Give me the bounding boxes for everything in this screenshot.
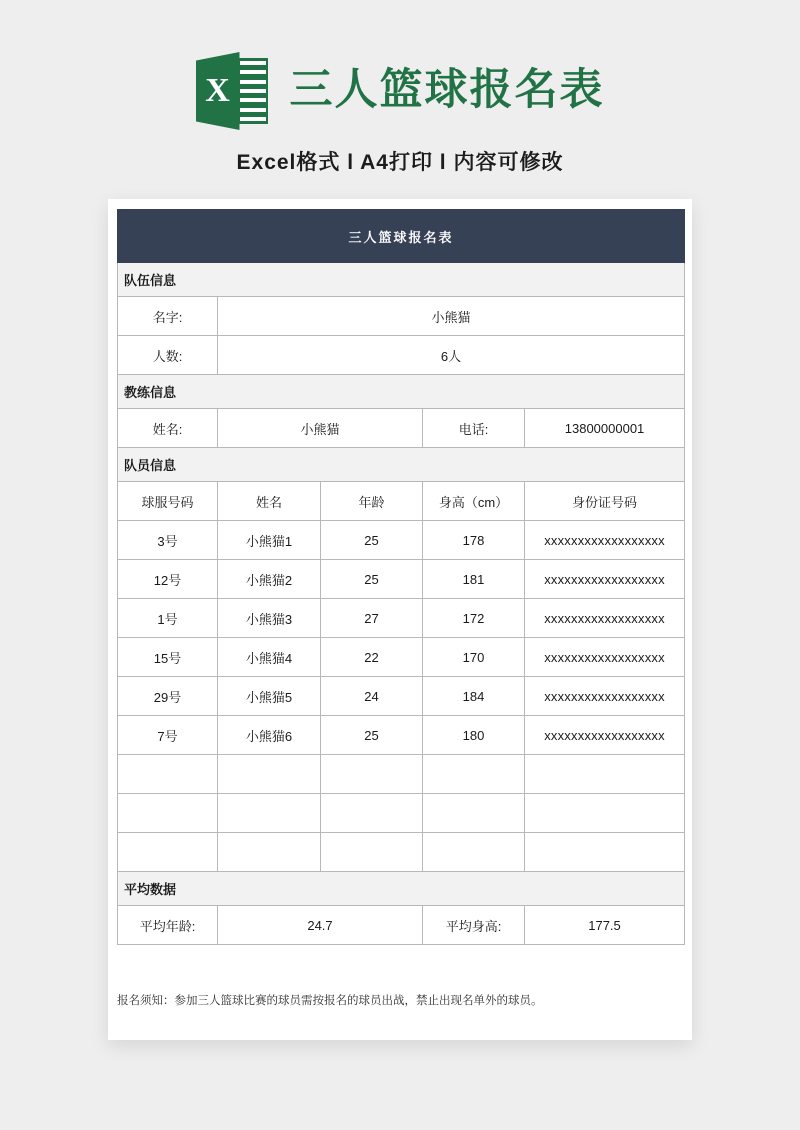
average-age-label: 平均年龄: (118, 906, 218, 945)
excel-logo-grid-bar (240, 89, 266, 93)
averages-row (118, 906, 685, 945)
excel-logo-letter: X (205, 72, 230, 109)
team-count-label: 人数: (118, 336, 218, 375)
table-row (118, 599, 685, 638)
cell-id[interactable] (525, 833, 685, 872)
cell-name[interactable]: 小熊猫6 (218, 716, 321, 755)
table-row (118, 833, 685, 872)
average-height-label: 平均身高: (423, 906, 525, 945)
promo-row (196, 52, 605, 130)
cell-name[interactable]: 小熊猫1 (218, 521, 321, 560)
footnote: 报名须知：参加三人篮球比赛的球员需按报名的球员出战，禁止出现名单外的球员。 (117, 995, 543, 1007)
cell-number[interactable]: 29号 (118, 677, 218, 716)
document-title-row (118, 210, 685, 263)
cell-id[interactable]: xxxxxxxxxxxxxxxxxx (525, 716, 685, 755)
excel-logo-grid-bar (240, 70, 266, 74)
cell-age[interactable] (321, 794, 423, 833)
excel-logo-grid-bar (240, 117, 266, 121)
excel-logo-grid-bar (240, 80, 266, 84)
cell-id[interactable] (525, 755, 685, 794)
cell-age[interactable]: 25 (321, 521, 423, 560)
cell-number[interactable]: 15号 (118, 638, 218, 677)
spreadsheet (117, 209, 684, 945)
cell-id[interactable]: xxxxxxxxxxxxxxxxxx (525, 638, 685, 677)
cell-id[interactable]: xxxxxxxxxxxxxxxxxx (525, 677, 685, 716)
cell-id[interactable]: xxxxxxxxxxxxxxxxxx (525, 521, 685, 560)
column-header-number: 球服号码 (118, 482, 218, 521)
cell-height[interactable] (423, 794, 525, 833)
excel-logo-grid-bar (240, 61, 266, 65)
cell-name[interactable]: 小熊猫2 (218, 560, 321, 599)
team-name-label: 名字: (118, 297, 218, 336)
cell-height[interactable]: 181 (423, 560, 525, 599)
cell-id[interactable]: xxxxxxxxxxxxxxxxxx (525, 599, 685, 638)
cell-height[interactable]: 170 (423, 638, 525, 677)
promo-banner (0, 52, 800, 176)
column-header-id: 身份证号码 (525, 482, 685, 521)
column-header-height: 身高（cm） (423, 482, 525, 521)
table-row (118, 560, 685, 599)
cell-age[interactable]: 25 (321, 560, 423, 599)
players-header-row (118, 482, 685, 521)
table-row (118, 755, 685, 794)
cell-height[interactable] (423, 833, 525, 872)
cell-age[interactable] (321, 833, 423, 872)
cell-age[interactable]: 27 (321, 599, 423, 638)
excel-logo-grid-bar (240, 98, 266, 102)
table-row (118, 638, 685, 677)
cell-age[interactable]: 22 (321, 638, 423, 677)
cell-age[interactable]: 25 (321, 716, 423, 755)
cell-number[interactable] (118, 833, 218, 872)
cell-number[interactable]: 1号 (118, 599, 218, 638)
registration-table (117, 209, 685, 945)
cell-id[interactable]: xxxxxxxxxxxxxxxxxx (525, 560, 685, 599)
cell-height[interactable]: 172 (423, 599, 525, 638)
table-row (118, 794, 685, 833)
team-count-row (118, 336, 685, 375)
cell-height[interactable]: 180 (423, 716, 525, 755)
cell-name[interactable] (218, 833, 321, 872)
table-row (118, 716, 685, 755)
cell-age[interactable] (321, 755, 423, 794)
section-label-coach: 教练信息 (118, 375, 685, 409)
average-age-value[interactable]: 24.7 (218, 906, 423, 945)
cell-name[interactable] (218, 755, 321, 794)
coach-row (118, 409, 685, 448)
coach-phone-label: 电话: (423, 409, 525, 448)
excel-logo-grid-bar (240, 108, 266, 112)
promo-title: 三人篮球报名表 (289, 66, 605, 115)
cell-number[interactable]: 7号 (118, 716, 218, 755)
cell-age[interactable]: 24 (321, 677, 423, 716)
cell-id[interactable] (525, 794, 685, 833)
table-row (118, 521, 685, 560)
cell-number[interactable]: 12号 (118, 560, 218, 599)
team-name-value[interactable]: 小熊猫 (218, 297, 685, 336)
cell-name[interactable]: 小熊猫3 (218, 599, 321, 638)
table-row (118, 677, 685, 716)
section-label-players: 队员信息 (118, 448, 685, 482)
promo-subtitle: Excel格式 l A4打印 l 内容可修改 (236, 151, 564, 174)
cell-height[interactable]: 184 (423, 677, 525, 716)
cell-number[interactable] (118, 755, 218, 794)
section-label-team: 队伍信息 (118, 263, 685, 297)
cell-name[interactable] (218, 794, 321, 833)
cell-name[interactable]: 小熊猫4 (218, 638, 321, 677)
section-label-averages: 平均数据 (118, 872, 685, 906)
document-title: 三人篮球报名表 (118, 210, 685, 263)
coach-phone-value[interactable]: 13800000001 (525, 409, 685, 448)
excel-logo-grid (238, 58, 268, 124)
cell-height[interactable] (423, 755, 525, 794)
section-header-averages (118, 872, 685, 906)
cell-name[interactable]: 小熊猫5 (218, 677, 321, 716)
excel-logo-icon (196, 52, 268, 130)
column-header-name: 姓名 (218, 482, 321, 521)
section-header-players (118, 448, 685, 482)
cell-number[interactable] (118, 794, 218, 833)
team-name-row (118, 297, 685, 336)
cell-number[interactable]: 3号 (118, 521, 218, 560)
cell-height[interactable]: 178 (423, 521, 525, 560)
coach-name-label: 姓名: (118, 409, 218, 448)
coach-name-value[interactable]: 小熊猫 (218, 409, 423, 448)
average-height-value[interactable]: 177.5 (525, 906, 685, 945)
section-header-coach (118, 375, 685, 409)
section-header-team (118, 263, 685, 297)
column-header-age: 年龄 (321, 482, 423, 521)
document-card (108, 199, 692, 1040)
team-count-value[interactable]: 6人 (218, 336, 685, 375)
